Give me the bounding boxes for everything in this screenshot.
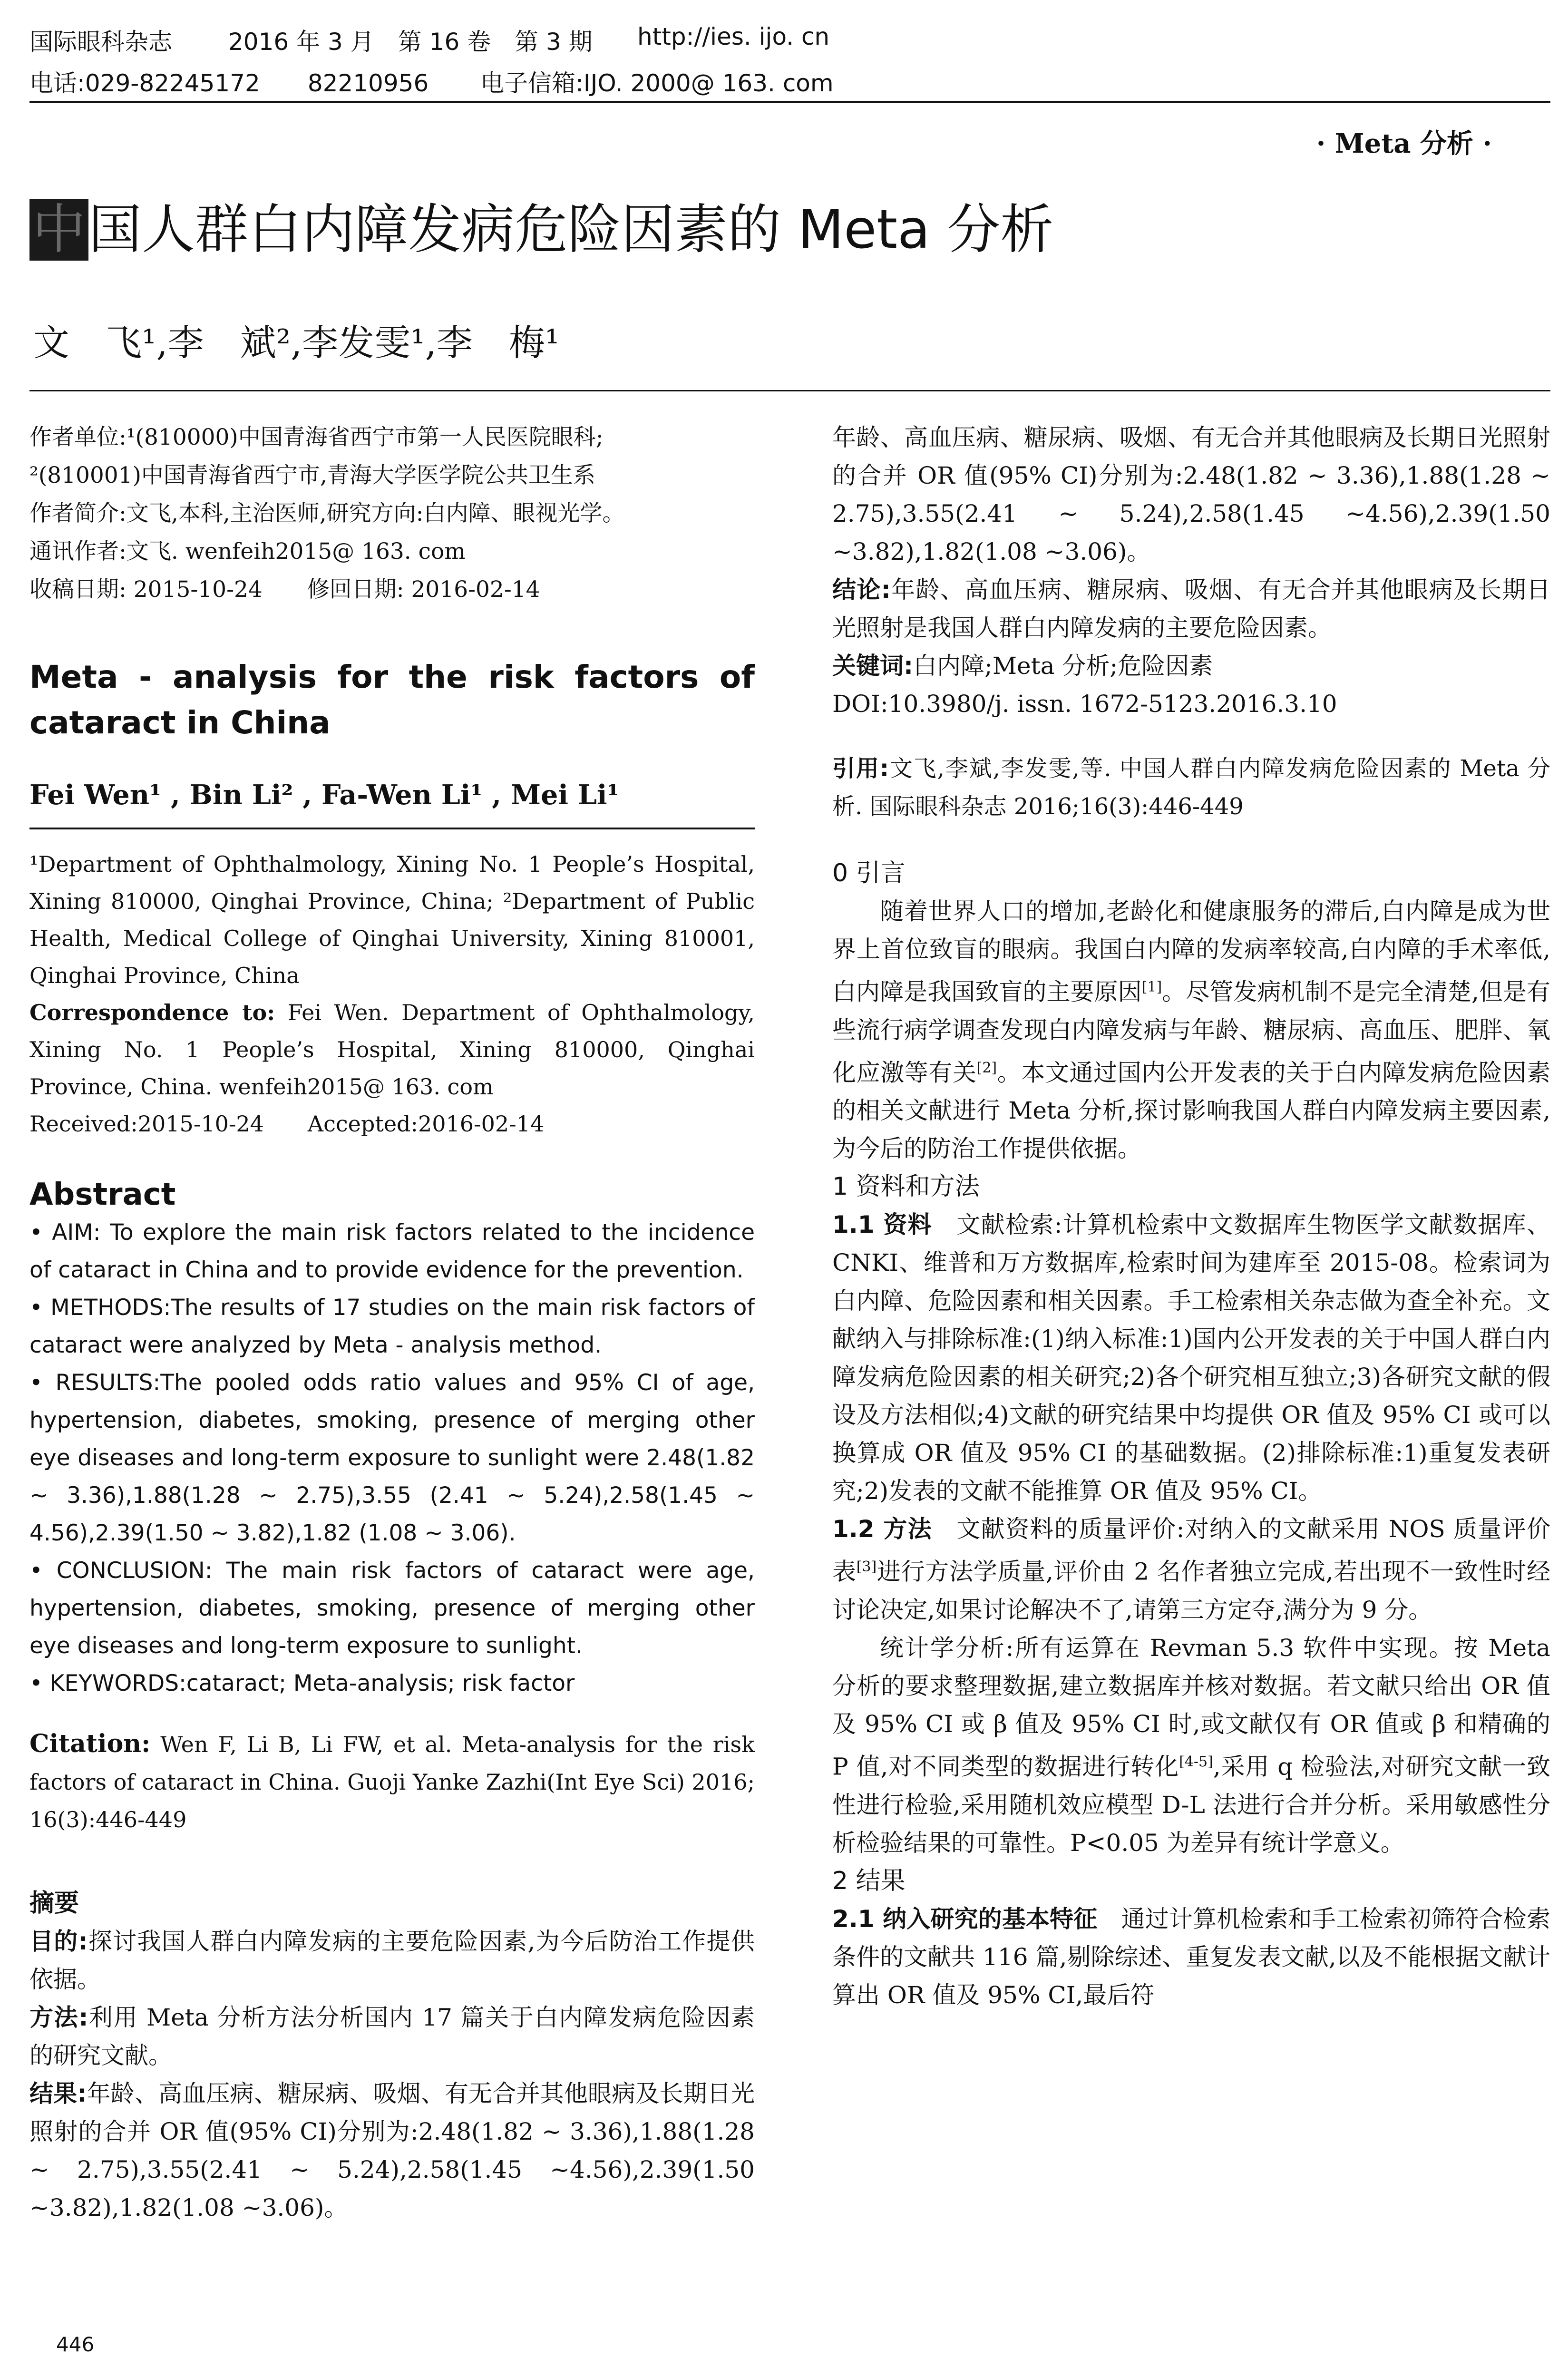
left-column xyxy=(29,419,755,2221)
page-title xyxy=(29,199,1053,261)
citation-en xyxy=(29,1725,755,1839)
section-2-1 xyxy=(832,1900,1550,2014)
affiliation-en-text: ¹Department of Ophthalmology, Xining No. 1 People’s Hospital, Xining 810000, Qinghai Province, China; ²Department of Public Health, Medical College of Qinghai University, Xining 810001, Qinghai Province, China xyxy=(29,851,755,988)
results-cn-continued xyxy=(832,419,1550,571)
aim-label-cn: 目的: xyxy=(29,1928,88,1955)
conclusion-text-cn: 年龄、高血压病、糖尿病、吸烟、有无合并其他眼病及长期日光照射是我国人群白内障发病的主要危险因素。 xyxy=(832,576,1551,642)
abstract-cn-right xyxy=(832,419,1550,723)
affiliation-unit2: ²(810001)中国青海省西宁市,青海大学医学院公共卫生系 xyxy=(29,462,595,488)
aim-cn xyxy=(29,1922,755,1998)
keywords-label-cn: 关键词: xyxy=(832,652,913,680)
authors-en: Fei Wen¹ , Bin Li² , Fa-Wen Li¹ , Mei Li¹ xyxy=(29,779,619,811)
section-0-paragraph xyxy=(832,892,1550,1168)
citation-text-en: Wen F, Li B, Li FW, et al. Meta-analysis for the risk factors of cataract in China. Guoji Yanke Zazhi(Int Eye Sci) 2016; 16(3):446-449 xyxy=(29,1732,755,1832)
methods-label-cn: 方法: xyxy=(29,2004,88,2031)
authors-cn: 文 飞¹,李 斌²,李发雯¹,李 梅¹ xyxy=(33,321,560,364)
conclusion-text-en: The main risk factors of cataract were age, hypertension, diabetes, smoking, presence of merging other eye diseases and long-term exposure to sunlight. xyxy=(29,1558,755,1659)
corresponding-author: 通讯作者:文飞. wenfeih2015@ 163. com xyxy=(29,538,466,565)
affiliation-en xyxy=(29,846,755,1142)
aim-text-cn: 探讨我国人群白内障发病的主要危险因素,为今后防治工作提供依据。 xyxy=(29,1928,755,1993)
section-1-1-text: 文献检索:计算机检索中文数据库生物医学文献数据库、CNKI、维普和万方数据库,检索时间为建库至 2015-08。检索词为白内障、危险因素和相关因素。手工检索相关杂志做为查全补充。文献纳入与排除标准:(1)纳入标准:1)国内公开发表的关于中国人群白内障发病危险因素的相关研究;2)各个研究相互独立;3)各研究文献的假设及方法相似;4)文献的研究结果中均提供 OR 值及 95% CI 或可以换算成 OR 值及 95% CI 的基础数据。(2)排除标准:1)重复发表研究;2)发表的文献不能推算 OR 值及 95% CI。 xyxy=(832,1211,1550,1505)
ref-2[interactable]: [2] xyxy=(976,1059,997,1076)
affiliation-cn xyxy=(29,419,755,609)
results-label-cn: 结果: xyxy=(29,2080,87,2107)
section-1-heading: 1 资料和方法 xyxy=(832,1172,980,1201)
citation-label-cn: 引用: xyxy=(832,755,889,782)
correspondence-text: Fei Wen. Department of Ophthalmology, Xining No. 1 People’s Hospital, Xining 810000, Qinghai Province, China. wenfeih2015@ 163. com xyxy=(29,1000,755,1100)
results-text-cn-cont: 年龄、高血压病、糖尿病、吸烟、有无合并其他眼病及长期日光照射的合并 OR 值(95% CI)分别为:2.48(1.82 ~ 3.36),1.88(1.28 ~ 2.75),3.55(2.41 ~ 5.24),2.58(1.45 ~4.56),2.39(1.50 ~3.82),1.82(1.08 ~3.06)。 xyxy=(832,424,1550,565)
statistics-text-a: 统计学分析:所有运算在 Revman 5.3 软件中实现。按 Meta 分析的要求整理数据,建立数据库并核对数据。若文献只给出 OR 值及 95% CI 或 β 值及 95% CI 时,或文献仅有 OR 值或 β 和精确的 P 值,对不同类型的数据进行转化 xyxy=(832,1634,1550,1781)
intro-text-3: 。本文通过国内公开发表的关于白内障发病危险因素的相关文献进行 Meta 分析,探讨影响我国人群白内障发病主要因素,为今后的防治工作提供依据。 xyxy=(832,1059,1551,1163)
title-text: 国人群白内障发病危险因素的 Meta 分析 xyxy=(88,199,1054,261)
abstract-methods-en xyxy=(29,1289,755,1364)
conclusion-label-cn: 结论: xyxy=(832,576,891,604)
journal-url[interactable]: http://ies. ijo. cn xyxy=(637,23,830,50)
section-1-2-heading: 1.2 方法 xyxy=(832,1515,933,1543)
ref-3[interactable]: [3] xyxy=(856,1559,877,1576)
abstract-results-en xyxy=(29,1364,755,1552)
conclusion-label-en: • CONCLUSION: xyxy=(29,1558,213,1584)
section-1-2 xyxy=(832,1510,1550,1629)
citation-text-cn: 文飞,李斌,李发雯,等. 中国人群白内障发病危险因素的 Meta 分析. 国际眼科杂志 2016;16(3):446-449 xyxy=(832,755,1550,820)
keywords-label-en: • KEYWORDS: xyxy=(29,1670,186,1696)
results-cn xyxy=(29,2075,755,2221)
ref-1[interactable]: [1] xyxy=(1141,979,1162,995)
journal-phone: 电话:029-82245172 82210956 xyxy=(29,69,429,97)
authors-en-rule xyxy=(29,828,755,829)
section-2-1-heading: 2.1 纳入研究的基本特征 xyxy=(832,1905,1098,1933)
intro-text-1: 随着世界人口的增加,老龄化和健康服务的滞后,白内障是成为世界上首位致盲的眼病。我国白内障的发病率较高,白内障的手术率低,白内障是我国致盲的主要原因 xyxy=(832,897,1550,1006)
journal-name: 国际眼科杂志 xyxy=(29,28,172,56)
abstract-heading-cn: 摘要 xyxy=(29,1889,79,1918)
column-tag: · Meta 分析 · xyxy=(1316,128,1492,159)
section-1-2-text-a: 文献资料的质量评价:对纳入的文献采用 NOS 质量评价表 xyxy=(832,1515,1551,1586)
section-1-2-statistics xyxy=(832,1629,1550,1862)
results-text-en: The pooled odds ratio values and 95% CI of age, hypertension, diabetes, smoking, presence of merging other eye diseases and long-term exposure to sunlight were 2.48(1.82 ~ 3.36),1.88(1.28 ~ 2.75),3.55 (2.41 ~ 5.24),2.58(1.45 ~ 4.56),2.39(1.50 ~ 3.82),1.82 (1.08 ~ 3.06). xyxy=(29,1370,755,1546)
doi[interactable]: DOI:10.3980/j. issn. 1672-5123.2016.3.10 xyxy=(832,690,1337,718)
statistics-text-b: ,采用 q 检验法,对研究文献一致性进行检验,采用随机效应模型 D-L 法进行合并分析。采用敏感性分析检验结果的可靠性。P<0.05 为差异有统计学意义。 xyxy=(832,1753,1550,1857)
aim-text-en: To explore the main risk factors related to the incidence of cataract in China and to provide evidence for the prevention. xyxy=(29,1219,755,1283)
title-rule xyxy=(29,390,1550,391)
header-rule xyxy=(29,101,1550,103)
results-label-en: • RESULTS: xyxy=(29,1370,161,1396)
correspondence-en xyxy=(29,994,755,1105)
methods-cn xyxy=(29,1998,755,2075)
methods-text-cn: 利用 Meta 分析方法分析国内 17 篇关于白内障发病危险因素的研究文献。 xyxy=(29,2004,755,2069)
results-text-cn: 年龄、高血压病、糖尿病、吸烟、有无合并其他眼病及长期日光照射的合并 OR 值(95% CI)分别为:2.48(1.82 ~ 3.36),1.88(1.28 ~ 2.75),3.55(2.41 ~ 5.24),2.58(1.45 ~4.56),2.39(1.50 ~3.82),1.82(1.08 ~3.06)。 xyxy=(29,2080,755,2221)
section-0-heading: 0 引言 xyxy=(832,859,906,887)
section-1-1-heading: 1.1 资料 xyxy=(832,1211,932,1239)
abstract-heading-en: Abstract xyxy=(29,1177,176,1212)
title-en: Meta - analysis for the risk factors of cataract in China xyxy=(29,659,755,741)
intro-text-2: 。尽管发病机制不是完全清楚,但是有些流行病学调查发现白内障发病与年龄、糖尿病、高血压、肥胖、氧化应激等有关 xyxy=(832,978,1550,1087)
received-dates-cn: 收稿日期: 2015-10-24 修回日期: 2016-02-14 xyxy=(29,576,540,603)
methods-label-en: • METHODS: xyxy=(29,1295,171,1321)
journal-email[interactable]: 电子信箱:IJO. 2000@ 163. com xyxy=(480,69,834,97)
keywords-text-cn: 白内障;Meta 分析;危险因素 xyxy=(913,652,1213,680)
page-number: 446 xyxy=(56,2333,95,2356)
right-column xyxy=(832,419,1550,2014)
citation-cn xyxy=(832,750,1550,826)
keywords-text-en: cataract; Meta-analysis; risk factor xyxy=(186,1670,575,1696)
title-first-char: 中 xyxy=(29,199,88,261)
aim-label-en: • AIM: xyxy=(29,1219,101,1246)
section-2-1-text: 通过计算机检索和手工检索初筛符合检索条件的文献共 116 篇,剔除综述、重复发表文献,以及不能根据文献计算出 OR 值及 95% CI,最后符 xyxy=(832,1905,1551,2009)
section-1-2-text-b: 进行方法学质量,评价由 2 名作者独立完成,若出现不一致性时经讨论决定,如果讨论解决不了,请第三方定夺,满分为 9 分。 xyxy=(832,1558,1550,1624)
keywords-cn xyxy=(832,647,1550,685)
ref-4-5[interactable]: [4-5] xyxy=(1179,1753,1213,1770)
abstract-cn-left xyxy=(29,1922,755,2221)
abstract-keywords-en xyxy=(29,1665,755,1702)
author-bio: 作者简介:文飞,本科,主治医师,研究方向:白内障、眼视光学。 xyxy=(29,500,625,526)
conclusion-cn xyxy=(832,571,1550,647)
citation-label-en: Citation: xyxy=(29,1729,151,1758)
affiliation-unit1: 作者单位:¹(810000)中国青海省西宁市第一人民医院眼科; xyxy=(29,424,604,450)
abstract-conclusion-en xyxy=(29,1552,755,1665)
correspondence-label: Correspondence to: xyxy=(29,1000,275,1025)
issue-info: 2016 年 3 月 第 16 卷 第 3 期 xyxy=(228,28,593,56)
methods-text-en: The results of 17 studies on the main risk factors of cataract were analyzed by Meta - analysis method. xyxy=(29,1295,755,1358)
abstract-aim-en xyxy=(29,1214,755,1289)
section-1-1 xyxy=(832,1206,1550,1510)
abstract-en xyxy=(29,1214,755,1702)
section-2-heading: 2 结果 xyxy=(832,1866,906,1895)
received-dates-en: Received:2015-10-24 Accepted:2016-02-14 xyxy=(29,1111,545,1137)
